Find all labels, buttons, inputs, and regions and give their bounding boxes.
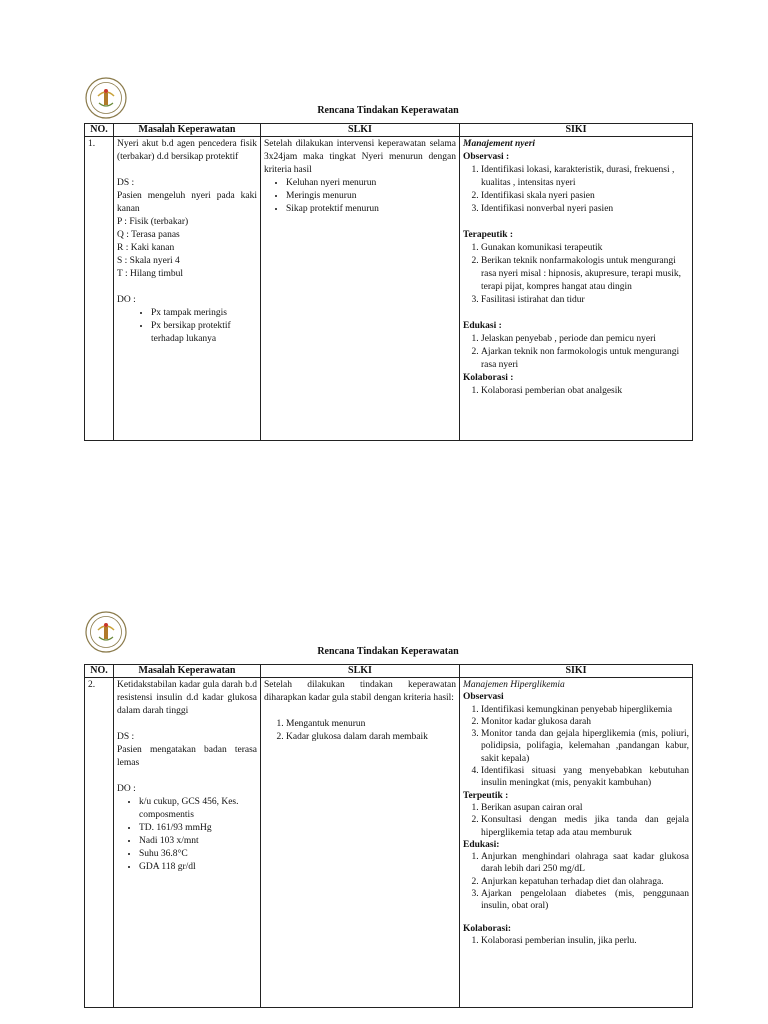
edukasi-label: Edukasi:	[463, 839, 500, 850]
col-masalah-header: Masalah Keperawatan	[114, 665, 261, 678]
ds-text: Pasien mengeluh nyeri pada kaki kanan	[117, 191, 257, 214]
list-item: 1. Gunakan komunikasi terapeutik	[481, 242, 689, 255]
diagnosis-text: Ketidakstabilan kadar gula darah b.d resistensi insulin d.d kadar glukosa dalam darah tinggi	[117, 680, 257, 716]
list-item: • GDA 118 gr/dl	[139, 861, 257, 874]
list-item: 4. Identifikasi situasi yang menyebabkan kebutuhan insulin meningkat (mis, penyakit kambuhan)	[481, 765, 689, 790]
list-item: 1. Identifikasi kemungkinan penyebab hiperglikemia	[481, 704, 689, 716]
list-item: 2. Monitor kadar glukosa darah	[481, 716, 689, 728]
siki-title: Manajement nyeri	[463, 139, 536, 149]
page-title: Rencana Tindakan Keperawatan	[317, 105, 459, 116]
kolaborasi-label: Kolaborasi:	[463, 923, 512, 934]
pqrst-t: T : Hilang timbul	[117, 269, 184, 279]
list-item: 1. Identifikasi lokasi, karakteristik, durasi, frekuensi , kualitas , intensitas nyeri	[481, 164, 689, 190]
slki-intro: Setelah dilakukan tindakan keperawatan diharapkan kadar gula stabil dengan kriteria hasil:	[264, 680, 456, 703]
terapeutik-list	[463, 802, 689, 839]
do-label: DO :	[117, 295, 136, 305]
ds-label: DS :	[117, 178, 135, 188]
list-item: 1. Mengantuk menurun	[286, 718, 456, 731]
kolaborasi-list	[463, 935, 689, 947]
siki-cell	[460, 678, 693, 1008]
col-slki-header: SLKI	[261, 124, 460, 137]
list-item: 3. Identifikasi nonverbal nyeri pasien	[481, 203, 689, 216]
list-item: • Suhu 36.8°C	[139, 848, 257, 861]
list-item: 3. Monitor tanda dan gejala hiperglikemia (mis, poliuri, polidipsia, polifagia, kelemahan ,pandangan kabur, sakit kepala)	[481, 728, 689, 765]
edukasi-list	[463, 851, 689, 912]
list-item: 3. Ajarkan pengelolaan diabetes (mis, penggunaan insulin, obat oral)	[481, 888, 689, 913]
slki-intro: Setelah dilakukan intervensi keperawatan selama 3x24jam maka tingkat Nyeri menurun dengan kriteria hasil	[264, 139, 456, 175]
siki-cell	[460, 137, 693, 441]
observasi-list	[463, 164, 689, 216]
observasi-list	[463, 704, 689, 790]
row-number: 2.	[85, 678, 114, 1008]
do-label: DO :	[117, 784, 136, 794]
slki-cell	[261, 678, 460, 1008]
siki-title: Manajemen Hiperglikemia	[463, 680, 565, 690]
do-list	[117, 307, 257, 346]
terapeutik-label: Terpeutik :	[463, 790, 509, 801]
observasi-label: Observasi :	[463, 152, 510, 162]
list-item: 1. Kolaborasi pemberian insulin, jika perlu.	[481, 935, 689, 947]
row-number: 1.	[85, 137, 114, 441]
list-item: • Meringis menurun	[286, 190, 456, 203]
list-item: 2. Identifikasi skala nyeri pasien	[481, 190, 689, 203]
col-slki-header: SLKI	[261, 665, 460, 678]
terapeutik-list	[463, 242, 689, 307]
diagnosis-text: Nyeri akut b.d agen pencedera fisik (terbakar) d.d bersikap protektif	[117, 139, 257, 162]
slki-list	[264, 177, 456, 216]
pqrst-p: P : Fisik (terbakar)	[117, 217, 189, 227]
ds-label: DS :	[117, 732, 135, 742]
list-item: 2. Konsultasi dengan medis jika tanda dan gejala hiperglikemia tetap ada atau memburuk	[481, 814, 689, 839]
list-item: 3. Fasilitasi istirahat dan tidur	[481, 294, 689, 307]
col-siki-header: SIKI	[460, 124, 693, 137]
pqrst-q: Q : Terasa panas	[117, 230, 180, 240]
list-item: 2. Kadar glukosa dalam darah membaik	[286, 731, 456, 744]
list-item: 1. Kolaborasi pemberian obat analgesik	[481, 385, 689, 398]
col-siki-header: SIKI	[460, 665, 693, 678]
pqrst-s: S : Skala nyeri 4	[117, 256, 180, 266]
edukasi-list	[463, 333, 689, 372]
list-item: • Px bersikap protektif terhadap lukanya	[151, 320, 257, 346]
list-item: • Sikap protektif menurun	[286, 203, 456, 216]
observasi-label: Observasi	[463, 692, 504, 703]
col-no-header: NO.	[85, 665, 114, 678]
list-item: 2. Ajarkan teknik non farmokologis untuk mengurangi rasa nyeri	[481, 346, 689, 372]
slki-list	[264, 718, 456, 744]
slki-cell	[261, 137, 460, 441]
ds-text: Pasien mengatakan badan terasa lemas	[117, 745, 257, 768]
list-item: • TD. 161/93 mmHg	[139, 822, 257, 835]
list-item: 2. Berikan teknik nonfarmakologis untuk mengurangi rasa nyeri misal : hipnosis, akupresure, terapi musik, terapi pijat, kompres hangat atau dingin	[481, 255, 689, 294]
care-plan-table	[84, 123, 693, 441]
kolaborasi-list	[463, 385, 689, 398]
list-item: 1. Jelaskan penyebab , periode dan pemicu nyeri	[481, 333, 689, 346]
list-item: • Px tampak meringis	[151, 307, 257, 320]
list-item: 1. Berikan asupan cairan oral	[481, 802, 689, 814]
list-item: • k/u cukup, GCS 456, Kes. composmentis	[139, 796, 257, 822]
edukasi-label: Edukasi :	[463, 321, 502, 331]
list-item: 2. Anjurkan kepatuhan terhadap diet dan olahraga.	[481, 876, 689, 888]
list-item: 1. Anjurkan menghindari olahraga saat kadar glukosa darah lebih dari 250 mg/dL	[481, 851, 689, 876]
page-title: Rencana Tindakan Keperawatan	[317, 646, 459, 657]
col-no-header: NO.	[85, 124, 114, 137]
kolaborasi-label: Kolaborasi :	[463, 373, 514, 383]
care-plan-table	[84, 664, 693, 1008]
masalah-cell	[114, 137, 261, 441]
masalah-cell	[114, 678, 261, 1008]
do-list	[117, 796, 257, 874]
list-item: • Keluhan nyeri menurun	[286, 177, 456, 190]
list-item: • Nadi 103 x/mnt	[139, 835, 257, 848]
pqrst-r: R : Kaki kanan	[117, 243, 175, 253]
terapeutik-label: Terapeutik :	[463, 230, 514, 240]
col-masalah-header: Masalah Keperawatan	[114, 124, 261, 137]
